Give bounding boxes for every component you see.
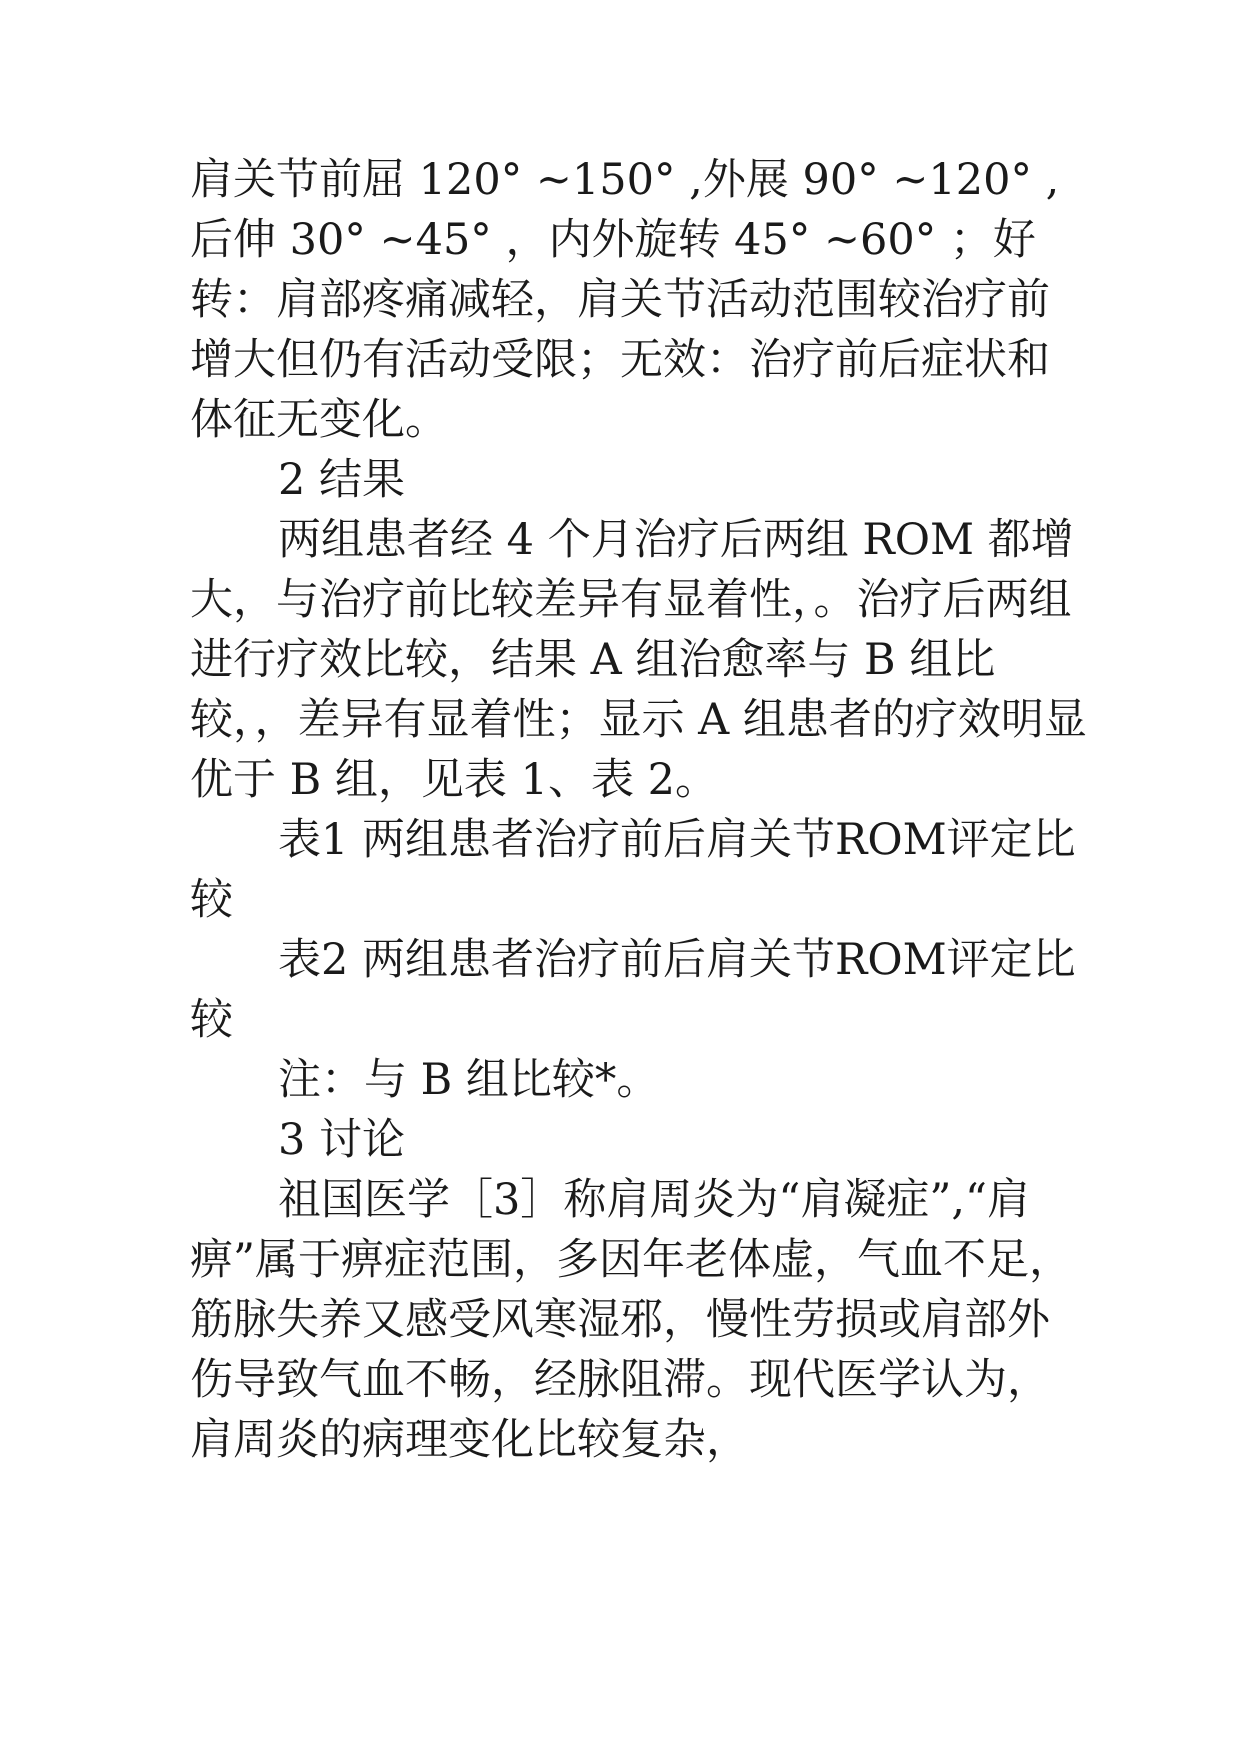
paragraph-results: 两组患者经 4 个月治疗后两组 ROM 都增大，与治疗前比较差异有显着性，。治疗后两组进行疗效比较，结果 A 组治愈率与 B 组比较，，差异有显着性；显示 A 组患者的疗效明显优于 B 组，见表 1、表 2。 <box>190 515 1087 805</box>
document-body <box>190 150 1090 1470</box>
table-caption-2: 表2 两组患者治疗前后肩关节ROM评定比较 <box>190 935 1076 1045</box>
table-note: 注：与 B 组比较*。 <box>278 1055 660 1105</box>
section-heading-discussion: 3 讨论 <box>278 1115 406 1165</box>
section-heading-results: 2 结果 <box>278 455 406 505</box>
paragraph-discussion: 祖国医学［3］称肩周炎为“肩凝症”,“肩痹”属于痹症范围，多因年老体虚，气血不足，筋脉失养又感受风寒湿邪，慢性劳损或肩部外伤导致气血不畅，经脉阻滞。现代医学认为，肩周炎的病理变化比较复杂， <box>190 1175 1072 1465</box>
paragraph-outcome-criteria: 肩关节前屈 120° ~150° ,外展 90° ~120° ,后伸 30° ~45° ，内外旋转 45° ~60° ；好转：肩部疼痛减轻，肩关节活动范围较治疗前增大但仍有活动受限；无效：治疗前后症状和体征无变化。 <box>190 155 1060 445</box>
table-caption-1: 表1 两组患者治疗前后肩关节ROM评定比较 <box>190 815 1076 925</box>
